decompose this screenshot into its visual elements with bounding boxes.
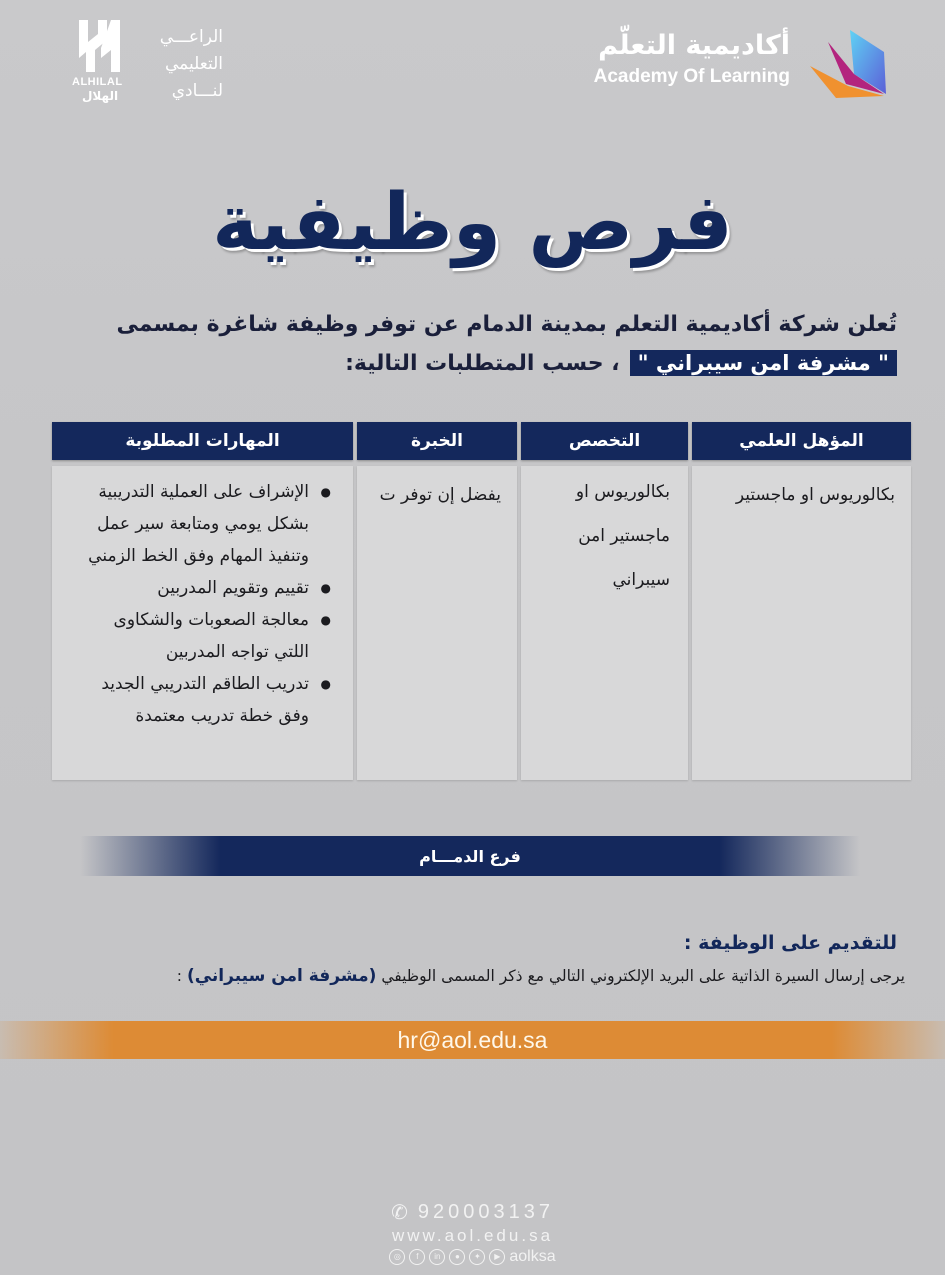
phone-row <box>0 1200 945 1225</box>
cell-qualification: بكالوريوس او ماجستير <box>692 466 911 780</box>
sponsor-text <box>138 24 223 105</box>
sponsor-line: لنـــادي <box>171 81 223 101</box>
specialization-line: سيبراني <box>612 570 670 590</box>
instagram-icon[interactable]: ◎ <box>389 1249 405 1265</box>
column-skills <box>52 422 353 780</box>
youtube-icon[interactable]: ▶ <box>489 1249 505 1265</box>
apply-text: يرجى إرسال السيرة الذاتية على البريد الإلكتروني التالي مع ذكر المسمى الوظيفي <box>381 967 905 985</box>
position-badge: " مشرفة امن سيبراني " <box>630 350 897 376</box>
header-qualification: المؤهل العلمي <box>692 422 911 460</box>
intro-line-2-rest: ، حسب المتطلبات التالية: <box>345 350 620 376</box>
column-qualification <box>692 422 911 780</box>
apply-position: (مشرفة امن سيبراني) <box>186 966 377 986</box>
social-row <box>0 1248 945 1266</box>
alhilal-english: ALHILAL <box>72 76 123 88</box>
apply-instructions <box>177 966 905 986</box>
header-specialization: التخصص <box>521 422 688 460</box>
apply-heading: للتقديم على الوظيفة : <box>683 932 897 954</box>
snapchat-icon[interactable]: ● <box>449 1249 465 1265</box>
skills-list <box>80 476 331 732</box>
email-banner <box>0 1021 945 1059</box>
twitter-icon[interactable]: ✦ <box>469 1249 485 1265</box>
cell-specialization <box>521 466 688 780</box>
apply-suffix: : <box>176 967 183 985</box>
linkedin-icon[interactable]: in <box>429 1249 445 1265</box>
skill-item: ● تقييم وتقويم المدربين <box>80 572 309 604</box>
academy-logo-english: Academy Of Learning <box>593 66 790 87</box>
intro-line-2 <box>345 350 897 376</box>
branch-banner <box>80 836 860 876</box>
intro-line-1: تُعلن شركة أكاديمية التعلم بمدينة الدمام عن توفر وظيفة شاغرة بمسمى <box>116 312 897 337</box>
alhilal-logo <box>70 18 230 113</box>
requirements-table <box>52 422 911 780</box>
skill-item: ● تدريب الطاقم التدريبي الجديد وفق خطة تدريب معتمدة <box>80 668 309 732</box>
social-handle[interactable]: aolksa <box>509 1248 556 1265</box>
page-title: فرص وظيفية <box>212 178 733 268</box>
facebook-icon[interactable]: f <box>409 1249 425 1265</box>
website-link[interactable]: www.aol.edu.sa <box>391 1226 554 1245</box>
column-specialization <box>521 422 688 780</box>
sponsor-line: التعليمي <box>165 54 223 74</box>
skill-item: ● الإشراف على العملية التدريبية بشكل يومي ومتابعة سير عمل وتنفيذ المهام وفق الخط الزمني <box>80 476 309 572</box>
sponsor-line: الراعـــي <box>159 27 223 47</box>
header-experience: الخبرة <box>357 422 517 460</box>
academy-logo <box>590 22 930 102</box>
branch-label: فرع الدمـــام <box>419 846 521 866</box>
column-experience <box>357 422 517 780</box>
phone-number[interactable]: 920003137 <box>417 1201 554 1223</box>
book-logo-icon <box>808 22 890 102</box>
skill-item: ● معالجة الصعوبات والشكاوى اللتي تواجه المدربين <box>80 604 309 668</box>
alhilal-crest-icon <box>75 18 125 74</box>
cell-experience: يفضل إن توفر ت <box>357 466 517 780</box>
academy-logo-arabic: أكاديمية التعلّم <box>598 30 790 61</box>
cell-skills <box>52 466 353 780</box>
alhilal-arabic: الهلال <box>82 89 119 103</box>
header-skills: المهارات المطلوبة <box>52 422 353 460</box>
email-link[interactable]: hr@aol.edu.sa <box>397 1026 548 1053</box>
specialization-line: ماجستير امن <box>578 526 670 546</box>
specialization-line: بكالوريوس او <box>575 482 670 502</box>
phone-icon: ✆ <box>391 1202 412 1224</box>
footer <box>0 1200 945 1266</box>
